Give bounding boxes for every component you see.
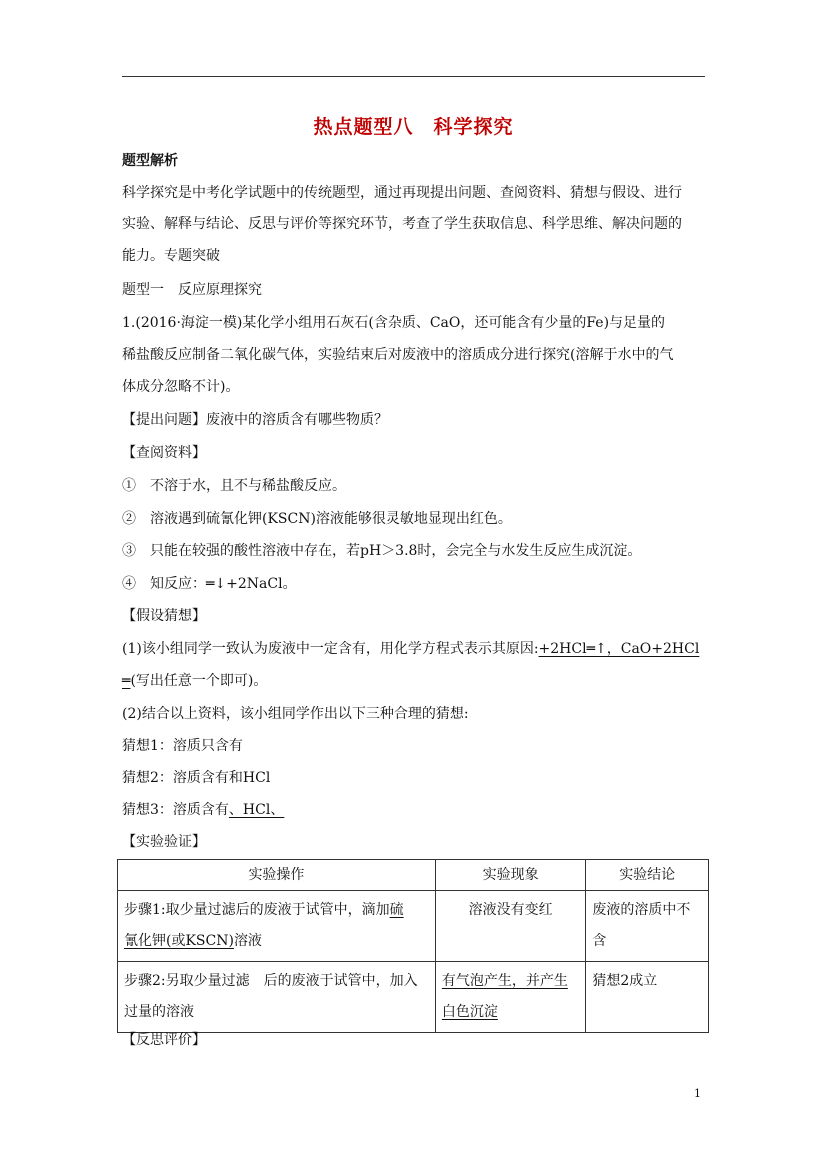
- guess-1: 猜想1：溶质只含有: [122, 738, 243, 754]
- exp-heading: 【实验验证】: [122, 834, 206, 850]
- row2-operation: 步骤2:另取少量过滤 后的废液于试管中，加入过量的溶液: [118, 962, 436, 1033]
- header-rule: [122, 76, 705, 77]
- row2-conclusion: 猜想2成立: [586, 962, 709, 1033]
- row1-conclusion: 废液的溶质中不含: [586, 891, 709, 962]
- hypo2-line: (2)结合以上资料，该小组同学作出以下三种合理的猜想:: [122, 706, 469, 722]
- hypo1-answer-2: ═: [122, 673, 131, 689]
- intro-line-2: 实验、解释与结论、反思与评价等探究环节，考查了学生获取信息、科学思维、解决问题的: [122, 216, 682, 232]
- question-line-2: 稀盐酸反应制备二氧化碳气体，实验结束后对废液中的溶质成分进行探究(溶解于水中的气: [122, 347, 674, 363]
- header-operation: 实验操作: [118, 860, 436, 891]
- hypo1-line-2: [122, 671, 267, 691]
- header-conclusion: 实验结论: [586, 860, 709, 891]
- row1-op-b-answer: 氰化钾(或KSCN): [124, 933, 234, 949]
- ref-item-1: ① 不溶于水，且不与稀盐酸反应。: [122, 478, 346, 494]
- intro-line-3: 能力。专题突破: [122, 248, 220, 264]
- guess3-answer: 、HCl、: [228, 802, 285, 818]
- ref-heading: 【查阅资料】: [122, 445, 206, 461]
- row1-operation: [118, 891, 436, 962]
- hypo1-line: [122, 639, 699, 659]
- page-title: 热点题型八 科学探究: [313, 116, 514, 138]
- row1-op-a-answer: 硫: [389, 902, 404, 918]
- experiment-table: [117, 859, 709, 1033]
- question-line-3: 体成分忽略不计)。: [122, 379, 240, 395]
- guess3-text: 猜想3：溶质含有: [122, 802, 229, 818]
- hypo1-answer: +2HCl═↑，CaO+2HCl: [538, 641, 700, 657]
- hypo1-text: (1)该小组同学一致认为废液中一定含有，用化学方程式表示其原因:: [122, 641, 539, 657]
- ref-item-2: ② 溶液遇到硫氰化钾(KSCN)溶液能够很灵敏地显现出红色。: [122, 511, 512, 527]
- row1-op-b: 溶液: [233, 933, 262, 949]
- ref-item-3: ③ 只能在较强的酸性溶液中存在，若pH＞3.8时，会完全与水发生反应生成沉淀。: [122, 543, 642, 559]
- table-header-row: [118, 860, 709, 891]
- page-number: 1: [694, 1087, 701, 1100]
- question-line-1: 1.(2016·海淀一模)某化学小组用石灰石(含杂质、CaO，还可能含有少量的Fe)与足量的: [122, 315, 666, 331]
- ref-item-4: ④ 知反应：═↓+2NaCl。: [122, 576, 297, 592]
- row2-phenomenon: [435, 962, 586, 1033]
- row1-op-a: 步骤1:取少量过滤后的废液于试管中，滴加: [124, 902, 390, 918]
- header-phenomenon: 实验现象: [435, 860, 586, 891]
- ask-line: 【提出问题】废液中的溶质含有哪些物质？: [122, 412, 388, 428]
- hypo1-tail: (写出任意一个即可)。: [130, 673, 268, 689]
- guess-3: [122, 800, 302, 820]
- intro-line-1: 科学探究是中考化学试题中的传统题型，通过再现提出问题、查阅资料、猜想与假设、进行: [122, 185, 682, 201]
- table-row: [118, 891, 709, 962]
- section-heading: 题型解析: [122, 153, 178, 169]
- topic-heading: 题型一 反应原理探究: [122, 282, 262, 298]
- row1-phenomenon: 溶液没有变红: [435, 891, 586, 962]
- table-row: [118, 962, 709, 1033]
- guess-2: 猜想2：溶质含有和HCl: [122, 770, 271, 786]
- reflect-heading: 【反思评价】: [122, 1032, 206, 1048]
- hypo-heading: 【假设猜想】: [122, 608, 206, 624]
- row2-phenomenon-answer: 有气泡产生，并产生白色沉淀: [441, 973, 568, 1020]
